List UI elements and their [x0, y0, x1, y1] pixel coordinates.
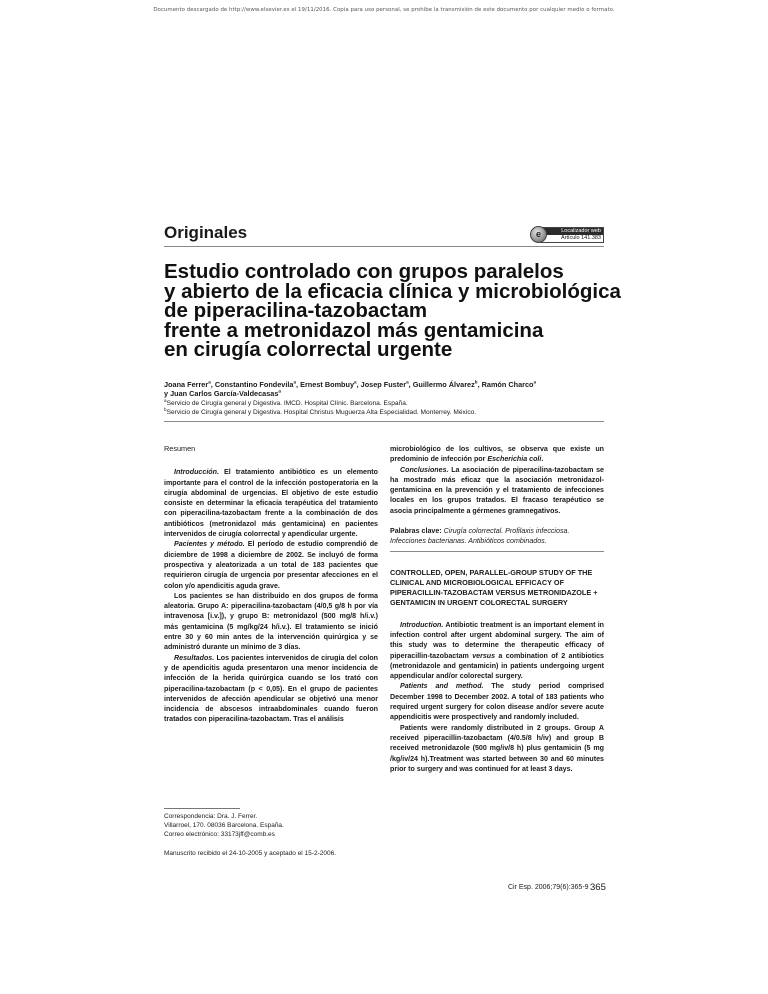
title-top-rule: [164, 246, 604, 247]
english-intro: Introduction. Antibiotic treatment is an important element in infection control after urgent abdominal surgery. The aim of this study was to determine the therapeutic efficacy of piperacillin-tazobactam versus a combination of 2 antibiotics (metronidazole and gentamicin) in patients undergoing urgent appendicular and/or colorectal surgery.: [390, 620, 604, 681]
affiliations: [164, 399, 604, 417]
web-locator-badge[interactable]: [528, 226, 604, 244]
affiliation-b: $^b$Servicio de Cirugía general y Digestiva. Hospital Christus Muguerza Alta Especialidad. Monterrey. México.: [164, 406, 477, 416]
download-banner: Documento descargado de http://www.elsevier.es el 19/11/2016. Copia para uso personal, se prohíbe la transmisión de este documento por cualquier medio o formato.: [153, 7, 615, 13]
resumen-heading: Resumen: [164, 444, 196, 453]
resumen-groups: Los pacientes se han distribuido en dos grupos de forma aleatoria. Grupo A: piperacilina-tazobactam (4/0,5 g/8 h por vía intravenosa [i.v.]), y grupo B: metronidazol (500 mg/8 h/i.v.) más gentamicina (5 mg/kg/24 h/i.v.). El tratamiento se inició entre 30 y 60 min antes de la intervención quirúrgica y se administró durante un mínimo de 3 días.: [164, 591, 378, 652]
english-method: Patients and method. The study period comprised December 1998 to December 2002. A total of 183 patients who required urgent surgery for colon disease and/or severe acute appendicitis were prospectively and randomly included.: [390, 682, 604, 722]
resumen-intro: Introducción. El tratamiento antibiótico es un elemento importante para el control de la infección postoperatoria en la cirugía abdominal de urgencias. El objetivo de este estudio consiste en determinar la eficacia terapéutica del tratamiento con piperacilina-tazobactam frente a la combinación de dos antibióticos (metronidazol más gentamicina) en pacientes intervenidos de cirugía colorrectal y apendicular urgente.: [164, 468, 378, 539]
resumen-method: Pacientes y método. El período de estudio comprendió de diciembre de 1998 a diciembre de 2002. Se incluyó de forma prospectiva y aleatorizada a un total de 183 pacientes que requirieron cirugía de urgencia por presentar afecciones en el colon y/o apendicitis aguda grave.: [164, 540, 378, 590]
resumen-results: Resultados. Los pacientes intervenidos de cirugía del colon y de apendicitis aguda presentaron una menor incidencia de infección de la herida quirúrgica cuando se los trató con piperacilina-tazobactam (p < 0,05). En el grupo de pacientes intervenidos de afección apendicular se objetivó una menor incidencia de abscesos intraabdominales cuando fueron tratados con piperacilina-tazobactam. Tras el análisis: [164, 653, 378, 724]
footnote-line: Correspondencia: Dra. J. Ferrer.: [164, 813, 258, 820]
journal-citation: Cir Esp. 2006;79(6):365-9: [508, 884, 589, 891]
authors: [164, 380, 604, 398]
title-line: y abierto de la eficacia clínica y microbiológica: [164, 279, 621, 303]
locator-box: [540, 227, 604, 243]
keywords-label: Palabras clave:: [390, 527, 442, 536]
title-line: frente a metronidazol más gentamicina: [164, 318, 544, 342]
locator-article: Artículo 141.383: [560, 235, 601, 241]
resumen-continued: microbiológico de los cultivos, se observa que existe un predominio de infección por Escherichia coli.: [390, 445, 604, 464]
resumen-conclusions: Conclusiones. La asociación de piperacilina-tazobactam se ha mostrado más eficaz que la asociación metronidazol-gentamicina en la prevención y el tratamiento de infecciones locales en los grupos tratados. El fracaso terapéutico se asocia principalmente a gérmenes gramnegativos.: [390, 465, 604, 515]
right-column: [390, 444, 604, 774]
keywords: [390, 526, 604, 547]
affiliation-a: $^a$Servicio de Cirugía general y Digestiva. IMCD. Hospital Clínic. Barcelona. España.: [164, 397, 408, 407]
footnote-email[interactable]: Correo electrónico: 33173jff@comb.es: [164, 831, 275, 838]
manuscript-dates: Manuscrito recibido el 24-10-2005 y aceptado el 15-2-2006.: [164, 850, 336, 857]
correspondence-footnote: [164, 808, 378, 858]
authors-bottom-rule: [164, 421, 604, 422]
page-number: 365: [590, 882, 606, 893]
article-title: [164, 262, 624, 360]
keywords-value: Cirugía colorrectal. Profilaxis infecciosa. Infecciones bacterianas. Antibióticos combinados.: [390, 527, 570, 546]
locator-logo-icon: e: [530, 226, 547, 243]
footnote-rule: [164, 808, 240, 809]
title-line: Estudio controlado con grupos paralelos: [164, 260, 564, 283]
authors-line: Joana Ferrer$^a$, Constantino Fondevila$^a$, Ernest Bombuy$^a$, Josep Fuster$^a$, Guillermo Álvarez$^b$, Ramón Charco$^a$: [164, 379, 537, 389]
footnote-line: Villarroel, 170. 08036 Barcelona. España.: [164, 822, 284, 829]
locator-label: Localizador web: [541, 228, 603, 235]
authors-line: y Juan Carlos García-Valdecasas$^a$: [164, 388, 281, 398]
resumen-column: [164, 444, 378, 725]
english-groups: Patients were randomly distributed in 2 groups. Group A received piperacillin-tazobactam (4/0.5/8 h/iv) and group B received metronidazole (500 mg/iv/8 h) plus gentamicin (5 mg /kg/iv/24 h).Treatment was started between 30 and 60 minutes prior to surgery and was continued for at least 3 days.: [390, 723, 604, 773]
english-heading: CONTROLLED, OPEN, PARALLEL-GROUP STUDY OF THE CLINICAL AND MICROBIOLOGICAL EFFICACY OF PIPERACILLIN-TAZOBACTAM VERSUS METRONIDAZOLE + GENTAMICIN IN URGENT COLORECTAL SURGERY: [390, 567, 598, 607]
title-line: de piperacilina-tazobactam: [164, 299, 428, 323]
section-label: Originales: [164, 223, 248, 242]
title-line: en cirugía colorrectal urgente: [164, 338, 453, 362]
